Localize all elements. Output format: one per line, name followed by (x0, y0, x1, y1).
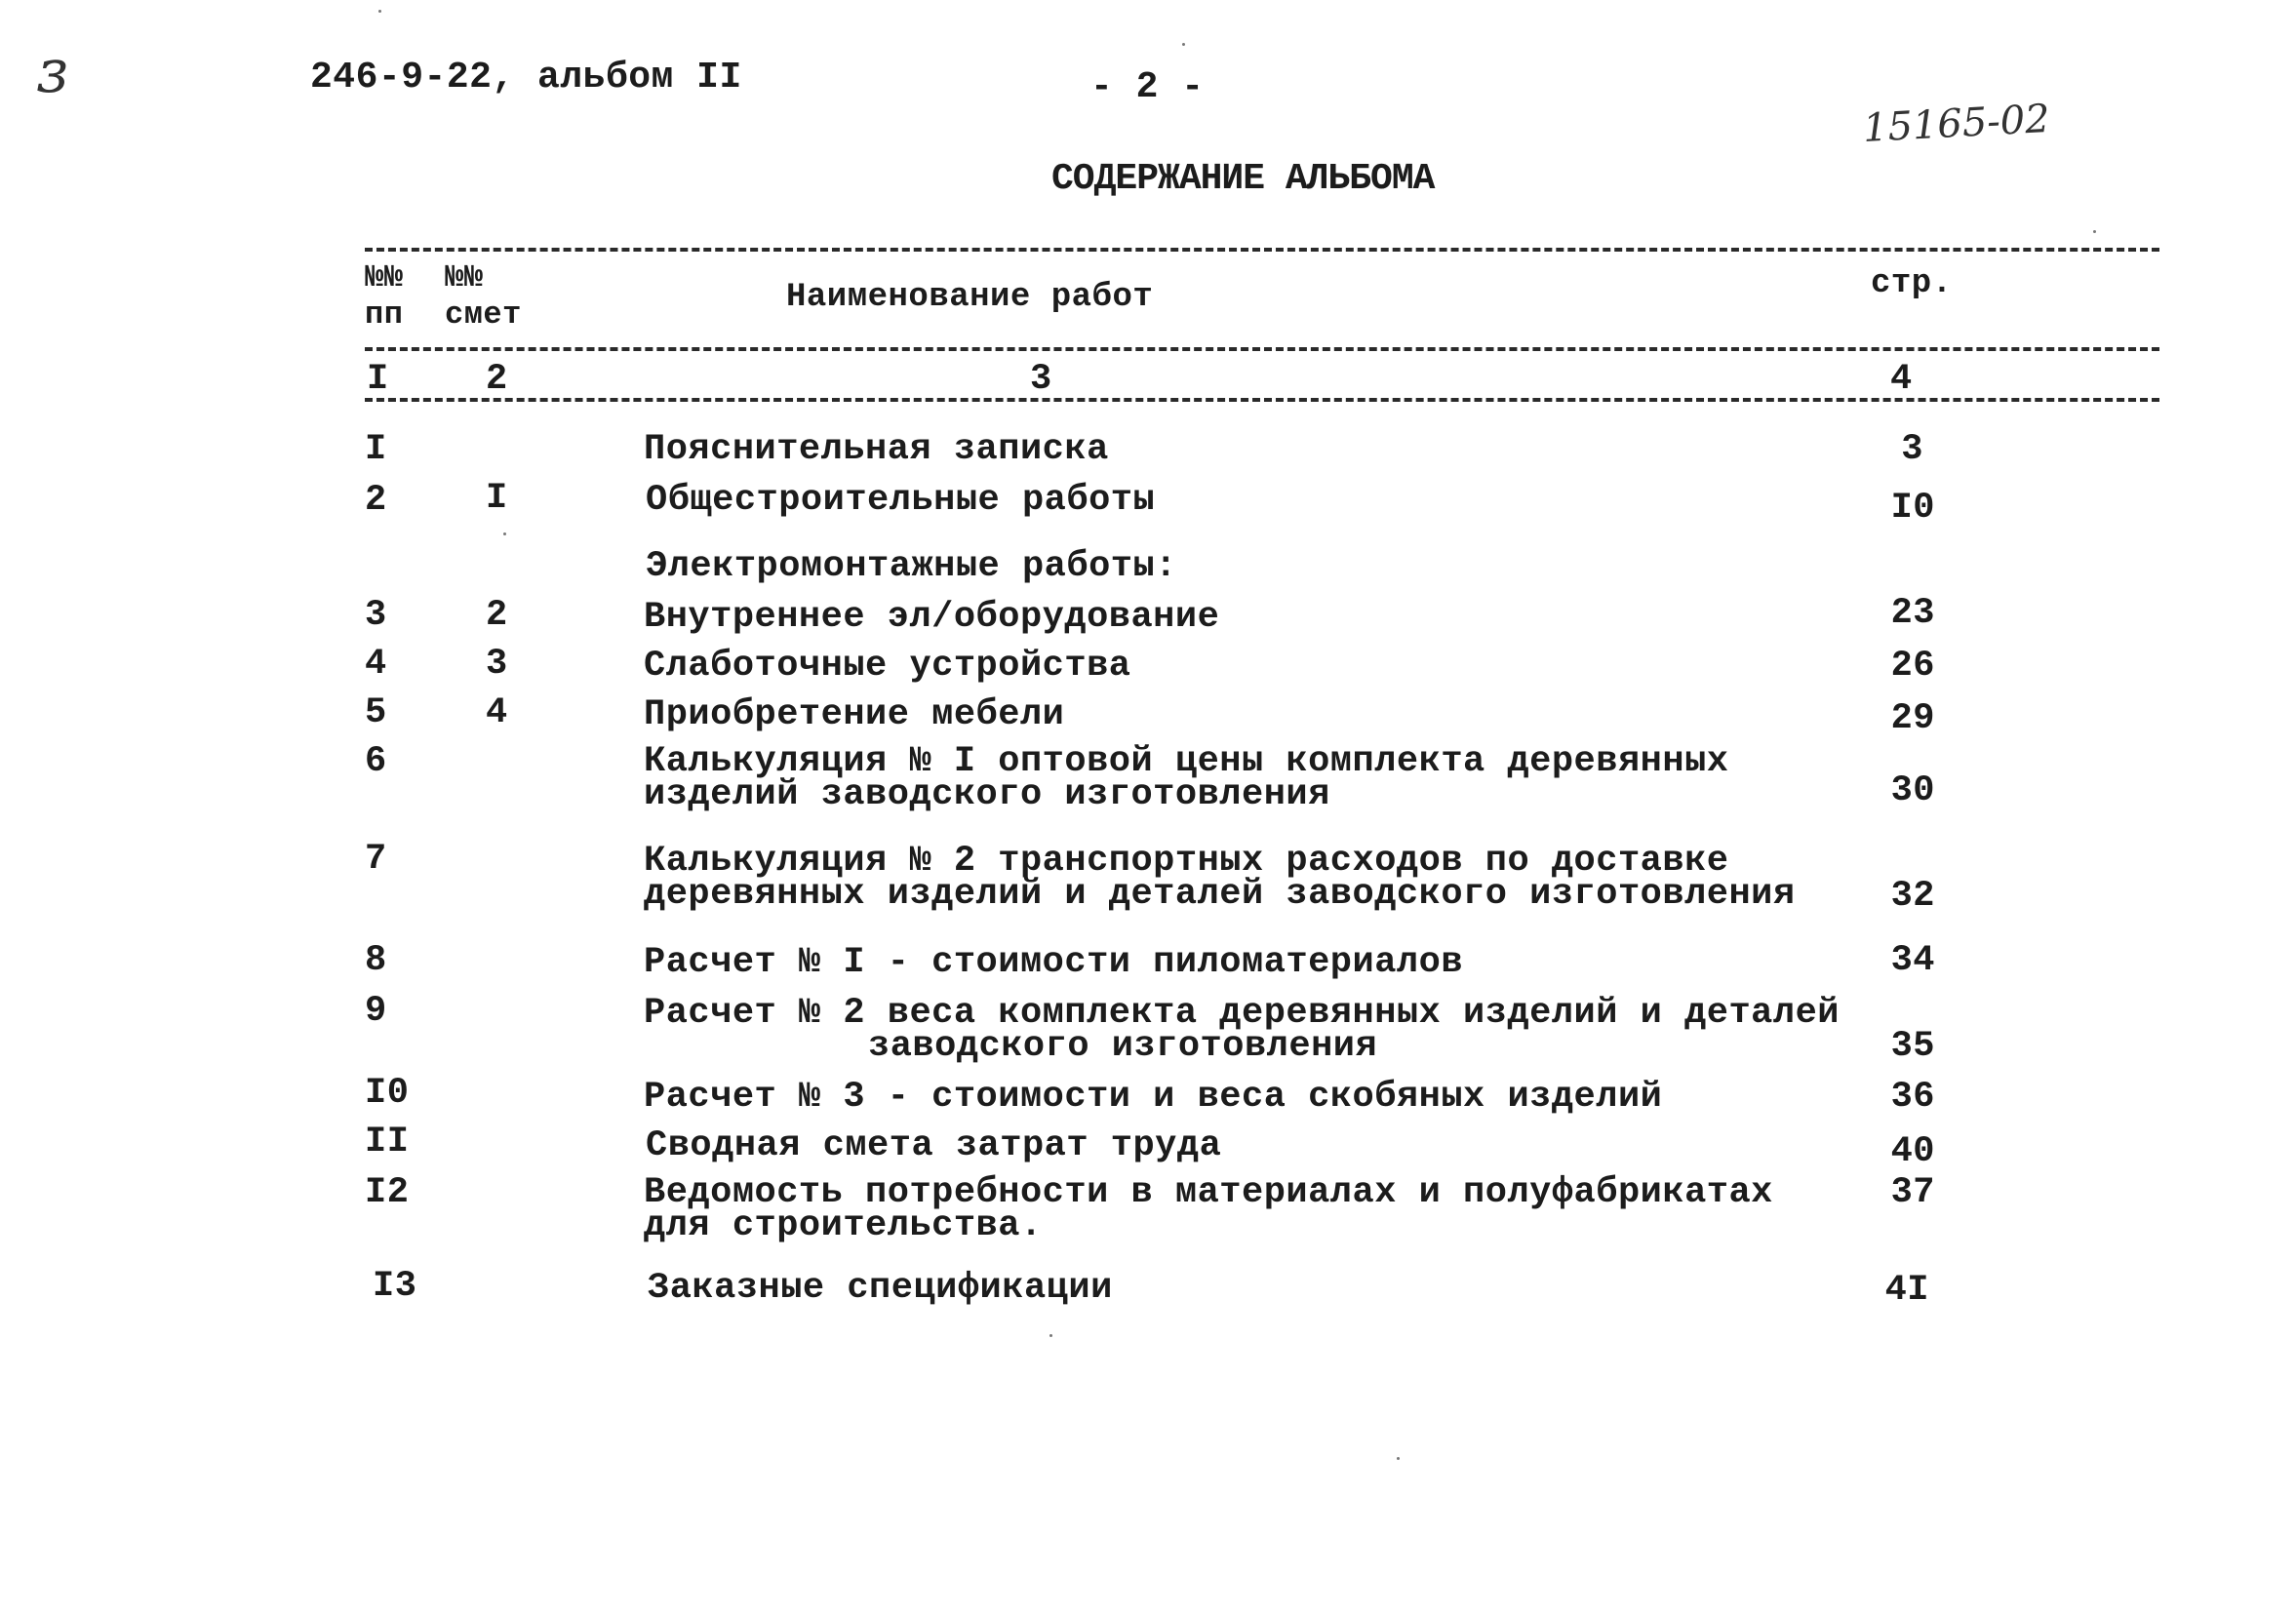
column-number-2: 2 (486, 359, 508, 400)
handwritten-code: 15165-02 (1861, 97, 2051, 151)
row-12-pp: II (365, 1122, 410, 1162)
row-2-name: Общестроительные работы (646, 480, 1156, 521)
row-7-name (644, 741, 1729, 815)
row-8-name-line2: деревянных изделий и деталей заводского изготовления (644, 874, 1796, 915)
row-12-name: Сводная смета затрат труда (646, 1125, 1222, 1166)
row-13-page: 37 (1890, 1172, 1935, 1213)
row-8-pp: 7 (365, 839, 387, 880)
row-4-smeta: 2 (486, 595, 508, 636)
row-4-page: 23 (1890, 593, 1935, 634)
row-1-pp: I (365, 429, 387, 470)
row-5-page: 26 (1890, 646, 1935, 687)
row-6-page: 29 (1890, 698, 1935, 739)
row-2-page: I0 (1890, 488, 1935, 529)
row-14-pp: I3 (373, 1266, 417, 1307)
column-header-pp (365, 259, 403, 334)
scan-speck (503, 532, 506, 535)
row-2-pp: 2 (365, 480, 387, 521)
column-header-smeta-line1: №№ (445, 259, 484, 295)
column-number-3: 3 (1030, 359, 1052, 400)
row-1-page: 3 (1901, 429, 1923, 470)
row-11-page: 36 (1890, 1077, 1935, 1118)
row-8-page: 32 (1890, 876, 1935, 917)
row-13-name-line2: для строительства. (644, 1205, 1043, 1246)
row-14-page: 4I (1884, 1270, 1929, 1311)
page-number: - 2 - (1090, 66, 1205, 108)
row-12-page: 40 (1890, 1131, 1935, 1172)
column-numbers-rule (365, 398, 2159, 402)
row-2-smeta: I (486, 478, 508, 519)
row-5-name: Слаботочные устройства (644, 646, 1131, 687)
row-13-name (644, 1172, 1773, 1246)
row-13-pp: I2 (365, 1172, 410, 1213)
row-10-pp: 9 (365, 991, 387, 1032)
row-14-name: Заказные спецификации (648, 1268, 1113, 1309)
row-4-pp: 3 (365, 595, 387, 636)
table-header-rule (365, 347, 2159, 351)
row-6-smeta: 4 (486, 692, 508, 733)
row-9-name: Расчет № I - стоимости пиломатериалов (644, 942, 1464, 983)
row-10-page: 35 (1890, 1026, 1935, 1067)
column-header-pp-line1: №№ (365, 259, 404, 295)
corner-handwritten-mark: ɜ (37, 35, 68, 106)
row-6-name: Приобретение мебели (644, 694, 1065, 735)
row-5-smeta: 3 (486, 644, 508, 685)
row-11-pp: I0 (365, 1073, 410, 1114)
row-4-name: Внутреннее эл/оборудование (644, 597, 1220, 638)
scan-speck (2093, 230, 2096, 233)
row-10-name-line2: заводского изготовления (868, 1026, 1378, 1067)
row-7-page: 30 (1890, 770, 1935, 811)
column-header-name: Наименование работ (786, 279, 1154, 316)
row-13-name-line1: Ведомость потребности в материалах и полуфабрикатах (644, 1172, 1773, 1213)
row-5-pp: 4 (365, 644, 387, 685)
column-number-1: I (367, 359, 389, 400)
row-8-name (644, 841, 1796, 915)
column-header-pp-line2: пп (365, 296, 404, 333)
column-number-4: 4 (1890, 359, 1913, 400)
row-7-name-line2: изделий заводского изготовления (644, 774, 1330, 815)
row-1-name: Пояснительная записка (644, 429, 1109, 470)
row-6-pp: 5 (365, 692, 387, 733)
scan-speck (1397, 1457, 1400, 1460)
row-9-pp: 8 (365, 940, 387, 981)
scan-speck (378, 10, 381, 13)
row-3-name: Электромонтажные работы: (646, 546, 1177, 587)
row-10-name-line1: Расчет № 2 веса комплекта деревянных изделий и деталей (644, 993, 1840, 1034)
row-7-pp: 6 (365, 741, 387, 782)
row-8-name-line1: Калькуляция № 2 транспортных расходов по доставке (644, 841, 1729, 882)
row-9-page: 34 (1890, 940, 1935, 981)
column-header-page: стр. (1871, 265, 1953, 302)
table-top-rule (365, 248, 2159, 252)
row-11-name: Расчет № 3 - стоимости и веса скобяных изделий (644, 1077, 1663, 1118)
scan-speck (1049, 1334, 1052, 1337)
column-header-smeta-line2: смет (445, 296, 522, 333)
scan-speck (1182, 43, 1185, 46)
column-header-smeta (445, 259, 522, 334)
page-title: СОДЕРЖАНИЕ АЛЬБОМА (1051, 158, 1435, 200)
project-code: 246-9-22, альбом II (310, 57, 742, 98)
row-7-name-line1: Калькуляция № I оптовой цены комплекта деревянных (644, 741, 1729, 782)
